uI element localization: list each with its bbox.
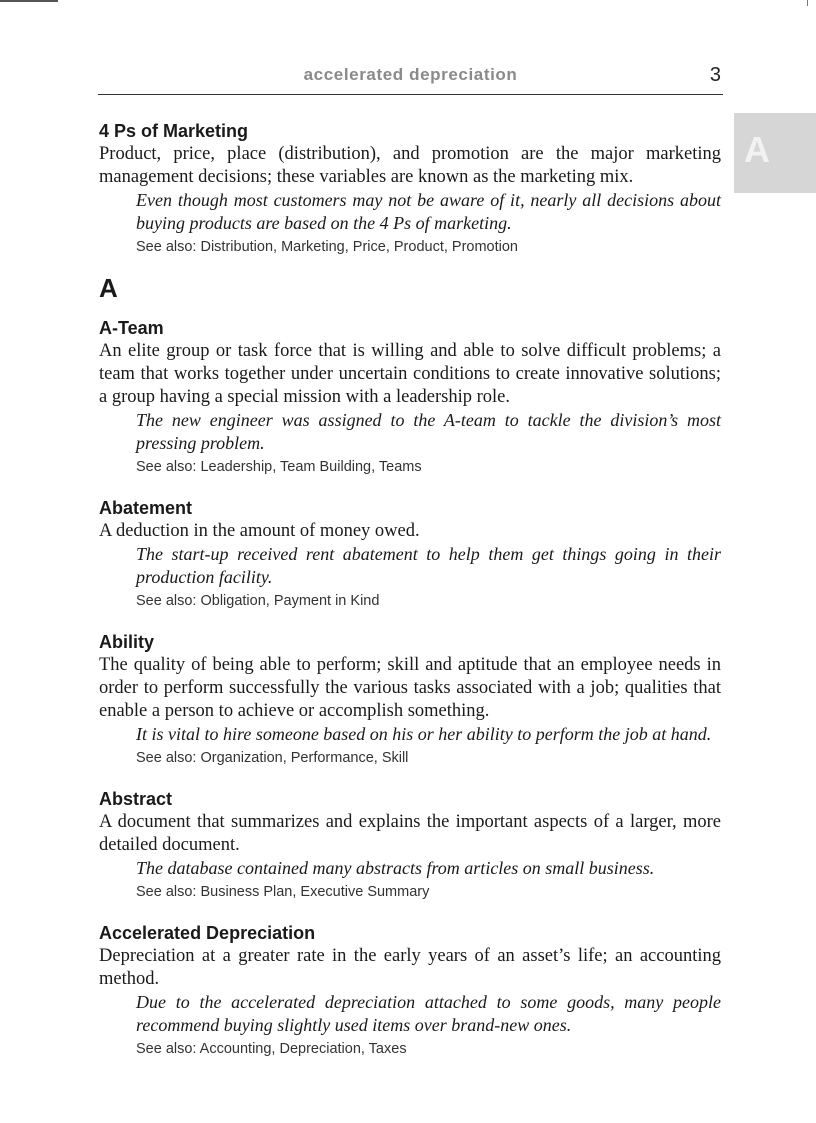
glossary-entry xyxy=(99,631,721,768)
header-title: accelerated depreciation xyxy=(303,65,518,84)
entry-example: The database contained many abstracts from articles on small business. xyxy=(136,858,655,878)
entry-see-also: See also: Accounting, Depreciation, Taxes xyxy=(136,1041,407,1057)
entry-example: The new engineer was assigned to the A-team to tackle the division’s most pressing problem. xyxy=(136,410,721,453)
glossary-entry xyxy=(99,120,721,257)
entry-definition: Product, price, place (distribution), and promotion are the major marketing management decisions; these variables are known as the marketing mix. xyxy=(99,144,721,187)
entry-see-also: See also: Business Plan, Executive Summary xyxy=(136,884,430,900)
entry-example: Due to the accelerated depreciation attached to some goods, many people recommend buying slightly used items over brand-new ones. xyxy=(136,992,721,1035)
glossary-entry xyxy=(99,497,721,611)
glossary-content xyxy=(99,120,721,1079)
entry-definition: Depreciation at a greater rate in the early years of an asset’s life; an accounting method. xyxy=(99,946,721,989)
entry-definition: An elite group or task force that is willing and able to solve difficult problems; a team that works together under uncertain conditions to create innovative solutions; a group having a special mission with a leadership role. xyxy=(99,341,721,407)
entry-definition: A deduction in the amount of money owed. xyxy=(99,521,420,541)
thumb-index-tab xyxy=(734,113,816,193)
page-number: 3 xyxy=(709,64,721,86)
entry-term: Abatement xyxy=(99,498,193,518)
thumb-index-letter: A xyxy=(744,129,770,170)
entry-definition: A document that summarizes and explains the important aspects of a larger, more detailed document. xyxy=(99,812,721,855)
crop-mark xyxy=(0,0,58,2)
entry-example: Even though most customers may not be aware of it, nearly all decisions about buying products are based on the 4 Ps of marketing. xyxy=(136,190,721,233)
entry-term: Accelerated Depreciation xyxy=(99,923,316,943)
running-header xyxy=(98,62,723,95)
glossary-entry xyxy=(99,317,721,477)
entry-example: The start-up received rent abatement to help them get things going in their production facility. xyxy=(136,544,721,587)
glossary-entry xyxy=(99,788,721,902)
entry-see-also: See also: Organization, Performance, Skill xyxy=(136,750,409,766)
crop-mark-right xyxy=(807,0,808,6)
section-letter-heading: A xyxy=(99,273,118,303)
entry-term: 4 Ps of Marketing xyxy=(99,121,249,141)
entry-see-also: See also: Obligation, Payment in Kind xyxy=(136,593,380,609)
entry-term: A-Team xyxy=(99,318,164,338)
entry-example: It is vital to hire someone based on his or her ability to perform the job at hand. xyxy=(136,724,712,744)
entry-see-also: See also: Distribution, Marketing, Price, Product, Promotion xyxy=(136,239,518,255)
entry-definition: The quality of being able to perform; skill and aptitude that an employee needs in order to perform successfully the various tasks associated with a job; qualities that enable a person to achieve or accomplish something. xyxy=(99,655,721,721)
entry-term: Ability xyxy=(99,632,155,652)
entry-term: Abstract xyxy=(99,789,173,809)
entry-see-also: See also: Leadership, Team Building, Teams xyxy=(136,459,422,475)
glossary-entry xyxy=(99,922,721,1059)
